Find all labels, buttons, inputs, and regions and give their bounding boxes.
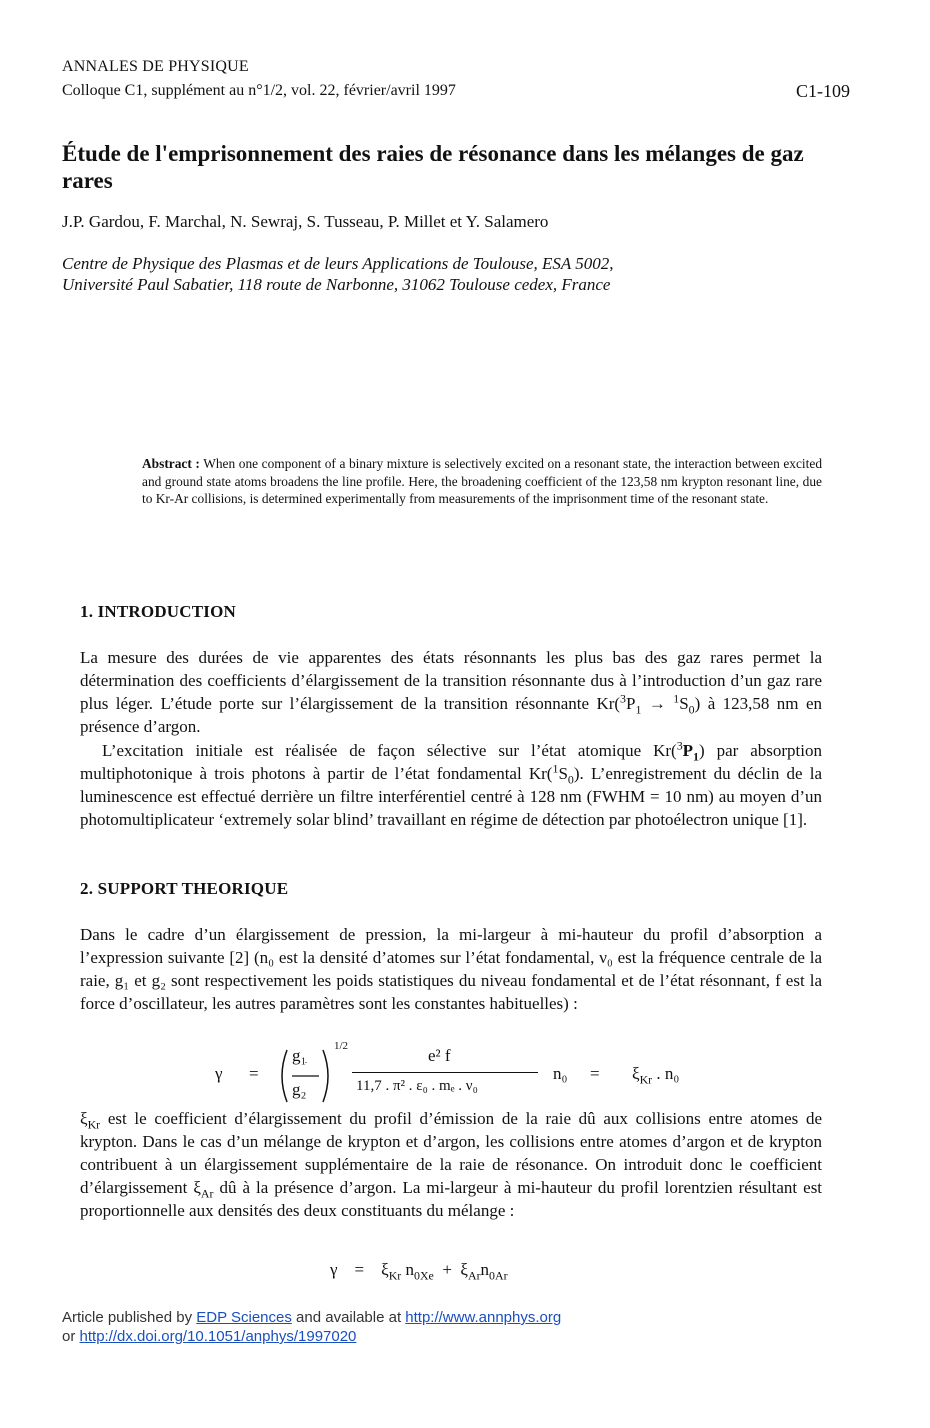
- eq1-g2: g₂: [292, 1080, 307, 1099]
- journal-name: ANNALES DE PHYSIQUE: [62, 58, 249, 75]
- eq2-n-b: n: [480, 1260, 490, 1279]
- section-2-heading: 2. SUPPORT THEORIQUE: [80, 879, 289, 898]
- publisher-link[interactable]: EDP Sciences: [196, 1309, 292, 1326]
- footer-prefix: Article published by: [62, 1309, 197, 1326]
- p1-text-b: P: [626, 694, 636, 713]
- eq2-n-a: n: [405, 1260, 414, 1279]
- p2-text: est le coefficient d’élargissement du profil d’émission de la raie dû aux collisions entre atomes de krypton. Dans le cas d’un mélange de krypton et d’argon, les collisions entre atomes d’argon et de krypton contribuent à un élargissement supplémentaire de la raie de résonance. On introduit donc le coefficient d’élargissement: [80, 1109, 822, 1197]
- eq2-xi-kr-sub: Kr: [388, 1268, 402, 1283]
- footer-or: or: [62, 1328, 80, 1345]
- eq2-xi-ar-sub: Ar: [468, 1268, 481, 1283]
- abstract: [142, 455, 822, 508]
- affiliation: [62, 253, 822, 295]
- p1-text-a: La mesure des durées de vie apparentes des états résonnants les plus bas des gaz rares permet la détermination des coefficients d’élargissement de la transition résonnante dus à l’introduction d’un gaz rare plus léger. L’étude porte sur l’élargissement de la transition résonnante Kr(: [80, 648, 822, 713]
- eq1-fraction-bar: [352, 1072, 538, 1073]
- authors: J.P. Gardou, F. Marchal, N. Sewraj, S. Tusseau, P. Millet et Y. Salamero: [62, 212, 549, 231]
- xi-sub: Kr: [87, 1117, 101, 1132]
- p1-arrow: →: [641, 694, 674, 713]
- eq1-xi-sub: Kr: [639, 1072, 653, 1087]
- section-1-paragraph-2: L’excitation initiale est réalisée de façon sélective sur l’état atomique $Kr(^3P_1)$ par absorption multiphotonique à trois photons à partir de l’état fondamental $Kr(^1S_0)$. L’enregistrement du déclin de la luminescence est effectué derrière un filtre interférentiel centré à 128 nm (FWHM = 10 nm) au moyen d’un photomultiplicateur ‘extremely solar blind’ travaillant en régime de détection par photoélectron unique [1].: [80, 738, 823, 829]
- eq2-equals: =: [354, 1260, 365, 1279]
- affiliation-line-1: Centre de Physique des Plasmas et de leurs Applications de Toulouse, ESA 5002,: [62, 254, 614, 273]
- eq1-equals: =: [249, 1064, 259, 1083]
- p2-text-c: ). L’enregistrement du déclin de la luminescence est effectué derrière un filtre interférentiel centré à 128 nm (FWHM = 10 nm) au moyen d’un photomultiplicateur ‘extremely solar blind’ travaillant en régime de détection par photoélectron unique [1].: [80, 764, 823, 829]
- footer-line-2: [62, 1327, 561, 1346]
- eq2-n-a-sub: 0Xe: [414, 1268, 434, 1283]
- section-1-paragraph-1: La mesure des durées de vie apparentes des états résonnants les plus bas des gaz rares permet la détermination des coefficients d’élargissement de la transition résonnante dus à l’introduction d’un gaz rare plus léger. L’étude porte sur l’élargissement de la transition résonnante $Kr(^3P_1 \to ^1S_0)$ à 123,58 nm en présence d’argon.: [80, 648, 822, 736]
- eq1-fraction-parens: [275, 1046, 345, 1106]
- p2-xi-ar: [193, 1178, 214, 1201]
- section-2-paragraph-2: [80, 1107, 822, 1222]
- eq1-gamma: γ: [215, 1064, 223, 1083]
- journal-url-link[interactable]: http://www.annphys.org: [405, 1309, 562, 1326]
- eq1-xi-n0: . n₀: [656, 1064, 680, 1083]
- section-1-heading: 1. INTRODUCTION: [80, 602, 237, 621]
- eq1-xi: [632, 1064, 680, 1087]
- p2-text-a: L’excitation initiale est réalisée de façon sélective sur l’état atomique Kr(: [102, 741, 677, 760]
- eq1-n0: n₀: [553, 1064, 568, 1083]
- article-footer: [62, 1308, 561, 1346]
- issue-info: Colloque C1, supplément au n°1/2, vol. 22, février/avril 1997: [62, 82, 456, 99]
- p1-text-e: ) à 123,58 nm en présence d’argon.: [80, 694, 822, 736]
- equation-2: [330, 1260, 508, 1283]
- eq2-xi-ar: ξ: [460, 1260, 468, 1279]
- eq2-plus: +: [442, 1260, 452, 1279]
- article-title: Étude de l'emprisonnement des raies de résonance dans les mélanges de gaz rares: [62, 141, 804, 193]
- abstract-label: Abstract :: [142, 456, 200, 471]
- eq1-exponent: 1/2: [334, 1040, 349, 1052]
- eq1-numerator: e² f: [428, 1046, 451, 1065]
- p2-text-b: ) par absorption multiphotonique à trois photons à partir de l’état fondamental Kr(: [80, 741, 822, 783]
- eq1-denominator: 11,7 . π² . ε₀ . mₑ . ν₀: [356, 1078, 478, 1094]
- eq2-n-b-sub: 0Ar: [489, 1268, 508, 1283]
- footer-line-1: [62, 1308, 561, 1327]
- p2-xi-kr: [80, 1109, 101, 1132]
- eq1-g1: g₁: [292, 1046, 307, 1065]
- abstract-text: When one component of a binary mixture is selectively excited on a resonant state, the interaction between excited and ground state atoms broadens the line profile. Here, the broadening coefficient of the 123,58 nm krypton resonant line, due to Kr-Ar collisions, is determined experimentally from measurements of the imprisonment time of the resonant state.: [142, 456, 823, 507]
- eq1-xi-symbol: ξ: [632, 1064, 640, 1083]
- footer-middle: and available at: [291, 1309, 406, 1326]
- equation-1: [0, 1040, 930, 1106]
- affiliation-line-2: Université Paul Sabatier, 118 route de Narbonne, 31062 Toulouse cedex, France: [62, 275, 611, 294]
- eq1-equals-2: =: [590, 1064, 600, 1083]
- doi-link[interactable]: http://dx.doi.org/10.1051/anphys/1997020: [79, 1328, 357, 1345]
- p2-text-b: dû à la présence d’argon. La mi-largeur à mi-hauteur du profil lorentzien résultant est proportionnelle aux densités des deux constituants du mélange :: [80, 1178, 823, 1220]
- eq2-xi-kr: ξ: [381, 1260, 389, 1279]
- xi-ar-symbol: ξ: [193, 1178, 201, 1197]
- xi-symbol: ξ: [80, 1109, 88, 1128]
- xi-ar-sub: Ar: [200, 1186, 214, 1201]
- page-number: C1-109: [796, 81, 850, 101]
- p1-text-d: S: [679, 694, 689, 713]
- eq2-gamma: γ: [330, 1260, 338, 1279]
- section-2-paragraph-1: Dans le cadre d’un élargissement de pression, la mi-largeur à mi-hauteur du profil d’absorption a l’expression suivante [2] (n₀ est la densité d’atomes sur l’état fondamental, ν₀ est la fréquence centrale de la raie, g₁ et g₂ sont respectivement les poids statistiques du niveau fondamental et de l’état résonnant, f est la force d’oscillateur, les autres paramètres sont les constantes habituelles) :: [80, 925, 822, 1013]
